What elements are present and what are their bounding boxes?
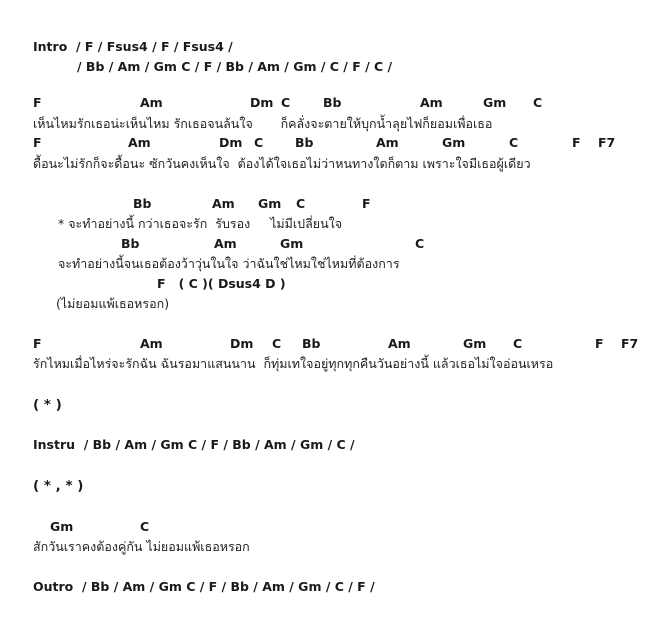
chord: Gm bbox=[50, 519, 74, 534]
chord: Bb bbox=[295, 135, 314, 150]
chord: Gm bbox=[280, 236, 304, 251]
lyric-line: เห็นไหมรักเธอน่ะเห็นไหม รักเธอจนล้นใจ ก็คลั่งจะตายให้บุกน้ำลุยไฟก็ยอมเพื่อเธอ bbox=[33, 116, 493, 131]
chord: Am bbox=[140, 95, 163, 110]
chord: Bb bbox=[302, 336, 321, 351]
lyric-line: ดื้อนะไม่รักก็จะดื้อนะ ซักวันคงเห็นใจ ต้องได้ใจเธอไม่ว่าหนทางใดก็ตาม เพราะใจมีเธอผู้เดียว bbox=[33, 156, 531, 171]
chord: C bbox=[296, 196, 306, 211]
intro-line-2: / Bb / Am / Gm C / F / Bb / Am / Gm / C / F / C / bbox=[77, 59, 393, 74]
chord: Am bbox=[128, 135, 151, 150]
chord: F bbox=[33, 336, 42, 351]
chord: Am bbox=[140, 336, 163, 351]
chord: C bbox=[415, 236, 425, 251]
lyric-line: (ไม่ยอมแพ้เธอหรอก) bbox=[56, 296, 170, 311]
chord: Dm bbox=[219, 135, 243, 150]
chord: C bbox=[281, 95, 291, 110]
lyric-line: จะทำอย่างนี้จนเธอต้องว้าวุ่นในใจ ว่าฉันใช่ไหมใช่ไหมที่ต้องการ bbox=[58, 256, 400, 271]
chord-line: F ( C )( Dsus4 D ) bbox=[157, 276, 286, 291]
chord: Am bbox=[420, 95, 443, 110]
chord: F bbox=[572, 135, 581, 150]
lyric-line: * จะทำอย่างนี้ กว่าเธอจะรัก รับรอง ไม่มีเปลี่ยนใจ bbox=[58, 216, 343, 231]
chord: C bbox=[513, 336, 523, 351]
instru-line: Instru / Bb / Am / Gm C / F / Bb / Am / Gm / C / bbox=[33, 437, 355, 452]
chord: F7 bbox=[621, 336, 639, 351]
repeat-marker: ( * ) bbox=[33, 397, 62, 413]
chord: C bbox=[272, 336, 282, 351]
chord: Gm bbox=[442, 135, 466, 150]
outro-line: Outro / Bb / Am / Gm C / F / Bb / Am / Gm / C / F / bbox=[33, 579, 375, 594]
chord: C bbox=[509, 135, 519, 150]
lyric-line: สักวันเราคงต้องคู่กัน ไม่ยอมแพ้เธอหรอก bbox=[33, 539, 250, 554]
lyric-line: รักไหมเมื่อไหร่จะรักฉัน ฉันรอมาแสนนาน ก็ทุ่มเทใจอยู่ทุกทุกคืนวันอย่างนี้ แล้วเธอไม่ใจอ่อนเหรอ bbox=[33, 356, 554, 371]
chord: F bbox=[362, 196, 371, 211]
chord: F7 bbox=[598, 135, 616, 150]
chord: C bbox=[254, 135, 264, 150]
chord: Bb bbox=[121, 236, 140, 251]
chord: C bbox=[140, 519, 150, 534]
repeat-marker: ( * , * ) bbox=[33, 478, 84, 494]
chord: Gm bbox=[483, 95, 507, 110]
chord: C bbox=[533, 95, 543, 110]
chord: Bb bbox=[133, 196, 152, 211]
chord: Gm bbox=[463, 336, 487, 351]
chord: F bbox=[33, 135, 42, 150]
chord: Dm bbox=[230, 336, 254, 351]
chord: Gm bbox=[258, 196, 282, 211]
chord: Dm bbox=[250, 95, 274, 110]
chord: Am bbox=[388, 336, 411, 351]
chord: F bbox=[33, 95, 42, 110]
intro-line-1: Intro / F / Fsus4 / F / Fsus4 / bbox=[33, 39, 233, 54]
chord: F bbox=[595, 336, 604, 351]
chord: Am bbox=[212, 196, 235, 211]
chord: Am bbox=[376, 135, 399, 150]
chord: Am bbox=[214, 236, 237, 251]
chord: Bb bbox=[323, 95, 342, 110]
